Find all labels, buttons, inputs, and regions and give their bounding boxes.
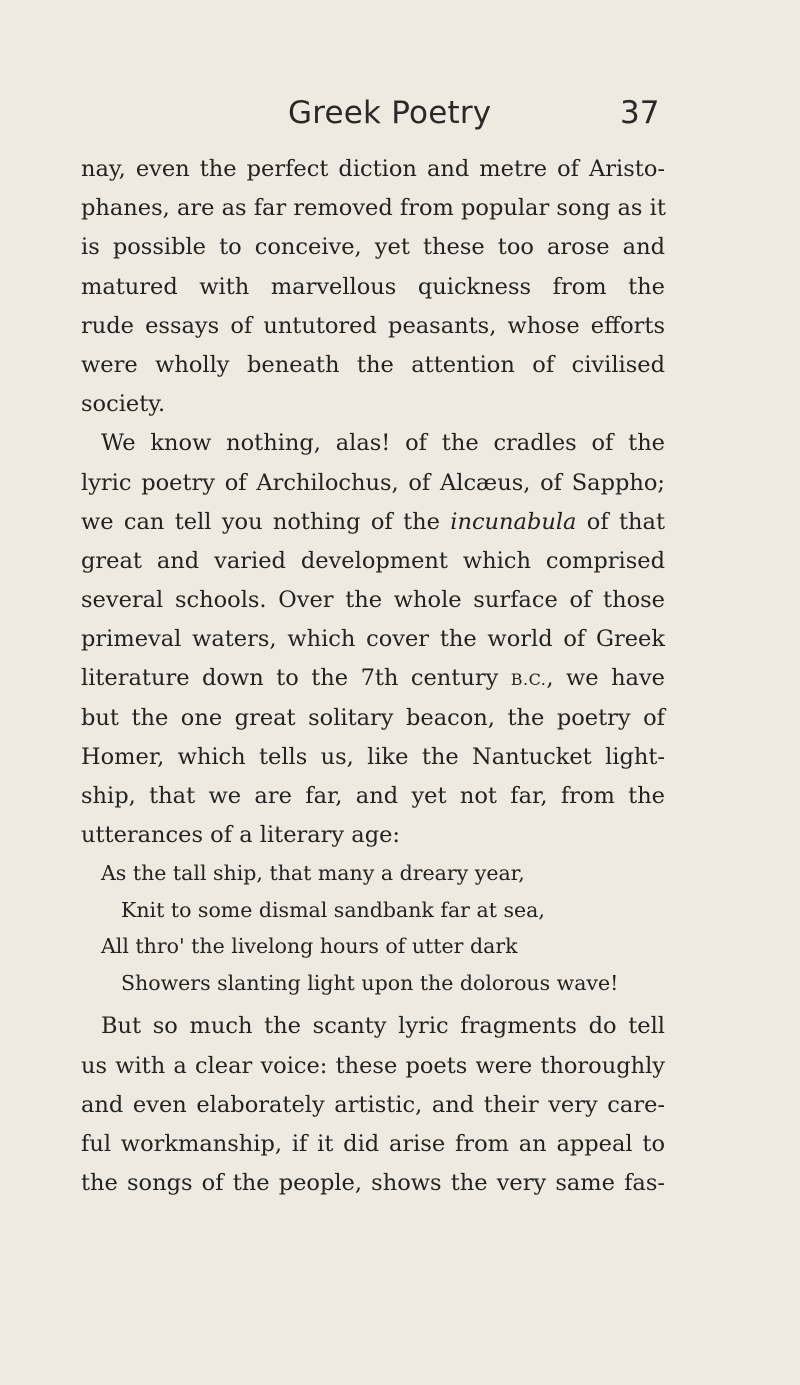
- text-line: utterances of a literary age:: [81, 822, 401, 849]
- text-line: primeval waters, which cover the world of Greek: [81, 626, 665, 653]
- running-title: Greek Poetry: [288, 95, 492, 131]
- body-text: [81, 150, 665, 1203]
- text-line: society.: [81, 391, 166, 418]
- verse-line: Showers slanting light upon the dolorous wave!: [121, 970, 619, 995]
- text-line: We know nothing, alas! of the cradles of the: [101, 430, 665, 457]
- text-line: [81, 503, 665, 542]
- paragraph-2: [81, 424, 665, 855]
- text-line: several schools. Over the whole surface of those: [81, 587, 665, 614]
- verse-line: As the tall ship, that many a dreary year,: [101, 861, 525, 886]
- text-fragment: of that: [576, 508, 665, 535]
- text-line: the songs of the people, shows the very same fas-: [81, 1170, 665, 1197]
- text-line: matured with marvellous quickness from the: [81, 273, 665, 300]
- text-line: nay, even the perfect diction and metre of Aristo-: [81, 156, 665, 182]
- running-head: [0, 91, 800, 135]
- text-fragment: , we have: [546, 665, 666, 692]
- text-line: is possible to conceive, yet these too arose and: [81, 234, 665, 261]
- paragraph-1: [81, 150, 665, 424]
- text-line: ful workmanship, if it did arise from an appeal to: [81, 1130, 665, 1157]
- text-line: phanes, are as far removed from popular song as it: [81, 195, 666, 222]
- page-number: 37: [620, 95, 660, 131]
- text-line: [81, 659, 665, 698]
- text-line: us with a clear voice: these poets were thoroughly: [81, 1052, 665, 1079]
- text-line: rude essays of untutored peasants, whose efforts: [81, 312, 665, 339]
- text-line: were wholly beneath the attention of civilised: [81, 351, 665, 378]
- small-caps-abbrev: B.C.: [510, 670, 547, 690]
- verse-line: Knit to some dismal sandbank far at sea,: [121, 897, 545, 922]
- paragraph-3: [81, 1007, 665, 1203]
- text-line: great and varied development which comprised: [81, 547, 665, 574]
- text-fragment: literature down to the 7th century: [81, 665, 511, 692]
- text-line: Homer, which tells us, like the Nantucket light-: [81, 743, 665, 770]
- text-line: but the one great solitary beacon, the poetry of: [81, 704, 665, 731]
- text-fragment: we can tell you nothing of the: [81, 508, 451, 535]
- text-line: lyric poetry of Archilochus, of Alcæus, of Sappho;: [81, 469, 665, 496]
- verse-quotation: [81, 855, 665, 1001]
- verse-line: All thro' the livelong hours of utter dark: [101, 934, 518, 959]
- text-line: But so much the scanty lyric fragments do tell: [101, 1013, 665, 1040]
- italic-term: incunabula: [450, 508, 577, 535]
- text-line: and even elaborately artistic, and their very care-: [81, 1091, 665, 1118]
- text-line: ship, that we are far, and yet not far, from the: [81, 783, 665, 809]
